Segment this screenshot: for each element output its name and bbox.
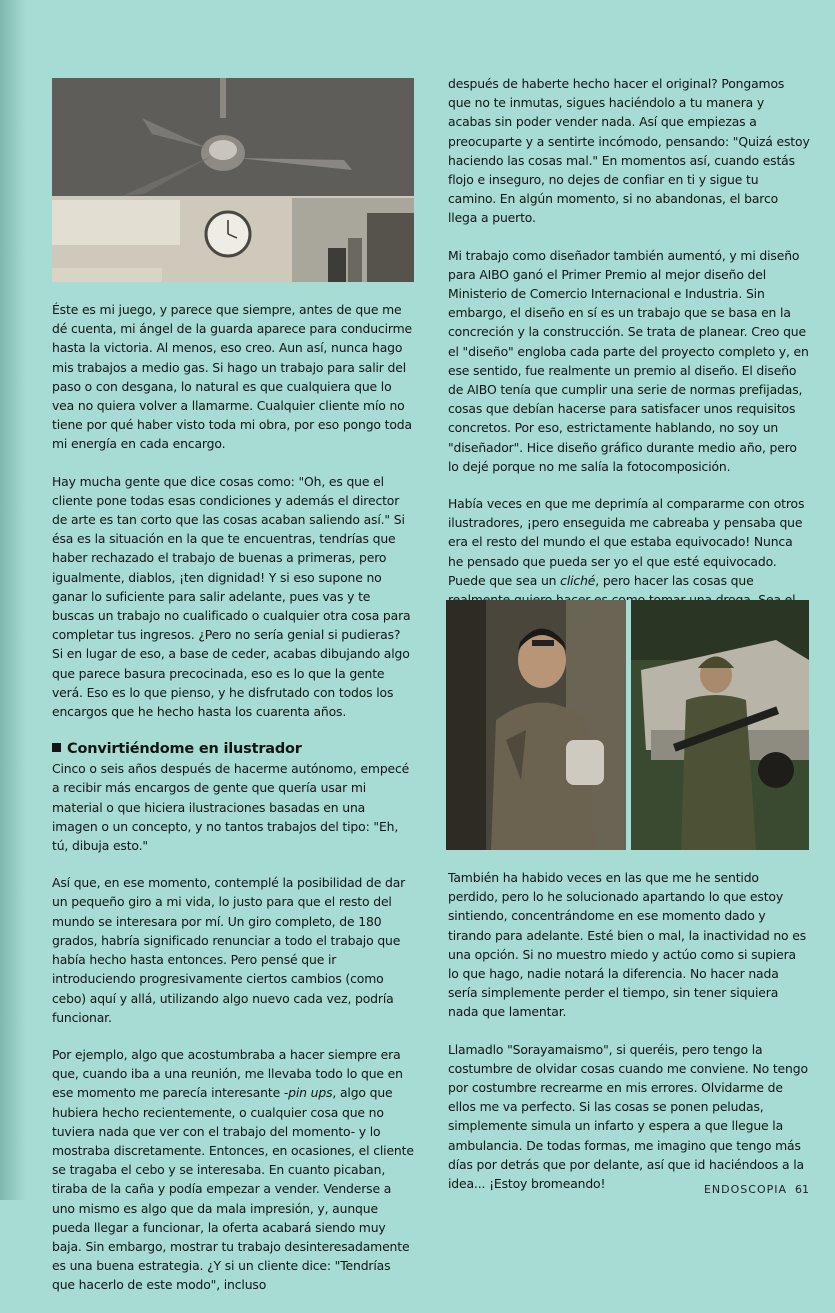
paragraph: Llamadlo "Sorayamaismo", si queréis, pero tengo la costumbre de olvidar cosas cuando me conviene. No tengo por costumbre recrearme en mis errores. Olvidarme de ellos me va perfecto. Si las cosas se ponen peludas, simplemente simula un infarto y espera a que llegue la ambulancia. De todas formas, me imagino que tengo más días por detrás que por delante, así que id haciéndoos a la idea... ¡Estoy bromeando! [448,1041,808,1192]
paragraph-text: Había veces en que me deprimía al compararme con otros ilustradores, ¡pero enseguida me cabreaba y pensaba que era el resto del mundo el que estaba equivocado! Nunca he pensado que pueda ser yo el que esté equivocado. Puede que sea un [448,496,805,588]
section-heading-text: Convirtiéndome en ilustrador [67,741,302,758]
photo-artist-collage [446,600,809,850]
page-gutter-shadow [0,0,26,1200]
bullet-square-icon [52,743,61,752]
paragraph: Éste es mi juego, y parece que siempre, antes de que me dé cuenta, mi ángel de la guarda aparece para conducirme hasta la victoria. Al menos, eso creo. Aun así, nunca hago mis trabajos a medio gas. Si hago un trabajo para salir del paso o con desgana, lo natural es que cualquiera que lo vea no quiera volver a llamarme. Cualquier cliente mío no tiene por qué haber visto toda mi obra, por eso pongo toda mi energía en cada encargo. [52,302,412,452]
paragraph-text: , pero hacer las cosas que [595,572,754,588]
page-number: 61 [795,1183,809,1196]
section-heading [52,739,414,759]
right-text-column-lower [448,868,810,1211]
paragraph: Hay mucha gente que dice cosas como: "Oh, es que el cliente pone todas esas condiciones y además el director de arte es tan corto que las cosas acaban saliendo así." Si ésa es la situación en la que te encuentras, tendrías que haber rechazado el trabajo de buenas a primeras, pero igualmente, diablos, ¡ten dignidad! Y si eso supone no ganar lo suficiente para salir adelante, pues vas y te buscas un trabajo no cualificado o cualquier otra cosa para completar tus ingresos. ¿Pero no sería genial si pudieras? Si en lugar de eso, a base de ceder, acabas dibujando algo que parece basura precocinada, eso es lo que la gente verá. Eso es lo que pienso, y he disfrutado con todos los encargos que he hecho hasta los cuarenta años. [52,473,411,720]
paragraph: Cinco o seis años después de hacerme autónomo, empecé a recibir más encargos de gente que quería usar mi material o que hiciera ilustraciones basadas en una imagen o un concepto, y no tantos trabajos del tipo: "Eh, tú, dibuja esto." [52,761,410,854]
paragraph-text: Por ejemplo, algo que acostumbraba a hacer siempre era que, cuando iba a una reunión, me llevaba todo lo que en ese momento me parecía interesante - [52,1046,403,1101]
paragraph: después de haberte hecho hacer el original? Pongamos que no te inmutas, sigues haciéndolo a tu manera y acabas sin poder vender nada. Así que empiezas a preocuparte y a sentirte incómodo, pensando: "Quizá estoy haciendo las cosas mal." En momentos así, cuando estás flojo e inseguro, no dejes de confiar en ti y sigue tu camino. En algún momento, si no abandonas, el barco llega a puerto. [448,76,810,226]
photo-ceiling-fan [52,78,414,282]
paragraph: Así que, en ese momento, contemplé la posibilidad de dar un pequeño giro a mi vida, lo justo para que el resto del mundo se interesara por mí. Un giro completo, de 180 grados, habría significado renunciar a todo el trabajo que había hecho hasta entonces. Pero pensé que ir introduciendo progresivamente ciertos cambios (como cebo) aquí y allá, utilizando algo nuevo cada vez, podría funcionar. [52,875,406,1025]
paragraph [52,1045,414,1295]
paragraph: También ha habido veces en las que me he sentido perdido, pero lo he solucionado apartando lo que estoy sintiendo, concentrándome en ese momento dado y tirando para adelante. Esté bien o mal, la inactividad no es una opción. Si no muestro miedo y actúo como si supiera lo que hago, nadie notará la diferencia. No hacer nada sería simplemente perder el tiempo, sin tener siquiera nada que lamentar. [448,870,807,1020]
page-footer [704,1183,809,1196]
left-text-column [52,300,414,1313]
section-name: ENDOSCOPIA [703,1183,787,1196]
paragraph-text: , algo que hubiera hecho recientemente, o cualquier cosa que no tuviera nada que ver con el trabajo del momento- y lo mostraba discretamente. Entonces, en ocasiones, el cliente se tragaba el cebo y se interesaba. En cuanto picaban, tiraba de la caña y podía empezar a vender. Venderse a uno mismo es algo que da mala impresión, y, aunque pueda llegar a funcionar, la oferta acabará siendo muy baja. Sin embargo, mostrar tu trabajo desinteresadamente es una buena estrategia. ¿Y si un cliente dice: "Tendrías que hacerlo de este modo", incluso [52,1085,414,1293]
italic-text: pin ups [288,1085,333,1101]
paragraph: Mi trabajo como diseñador también aumentó, y mi diseño para AIBO ganó el Primer Premio al mejor diseño del Ministerio de Comercio Internacional e Industria. Sin embargo, el diseño en sí es un trabajo que se basa en la concreción y la construcción. Se trata de planear. Creo que el "diseño" engloba cada parte del proyecto completo y, en ese sentido, fue realmente un premio al diseño. El diseño de AIBO tenía que cumplir una serie de normas prefijadas, cosas que debían hacerse para satisfacer unos requisitos concretos. Por eso, estrictamente hablando, no soy un "diseñador". Hice diseño gráfico durante medio año, pero lo dejé porque no me salía la fotocomposición. [448,247,809,474]
italic-text: cliché [560,572,596,588]
right-text-column [448,74,810,685]
